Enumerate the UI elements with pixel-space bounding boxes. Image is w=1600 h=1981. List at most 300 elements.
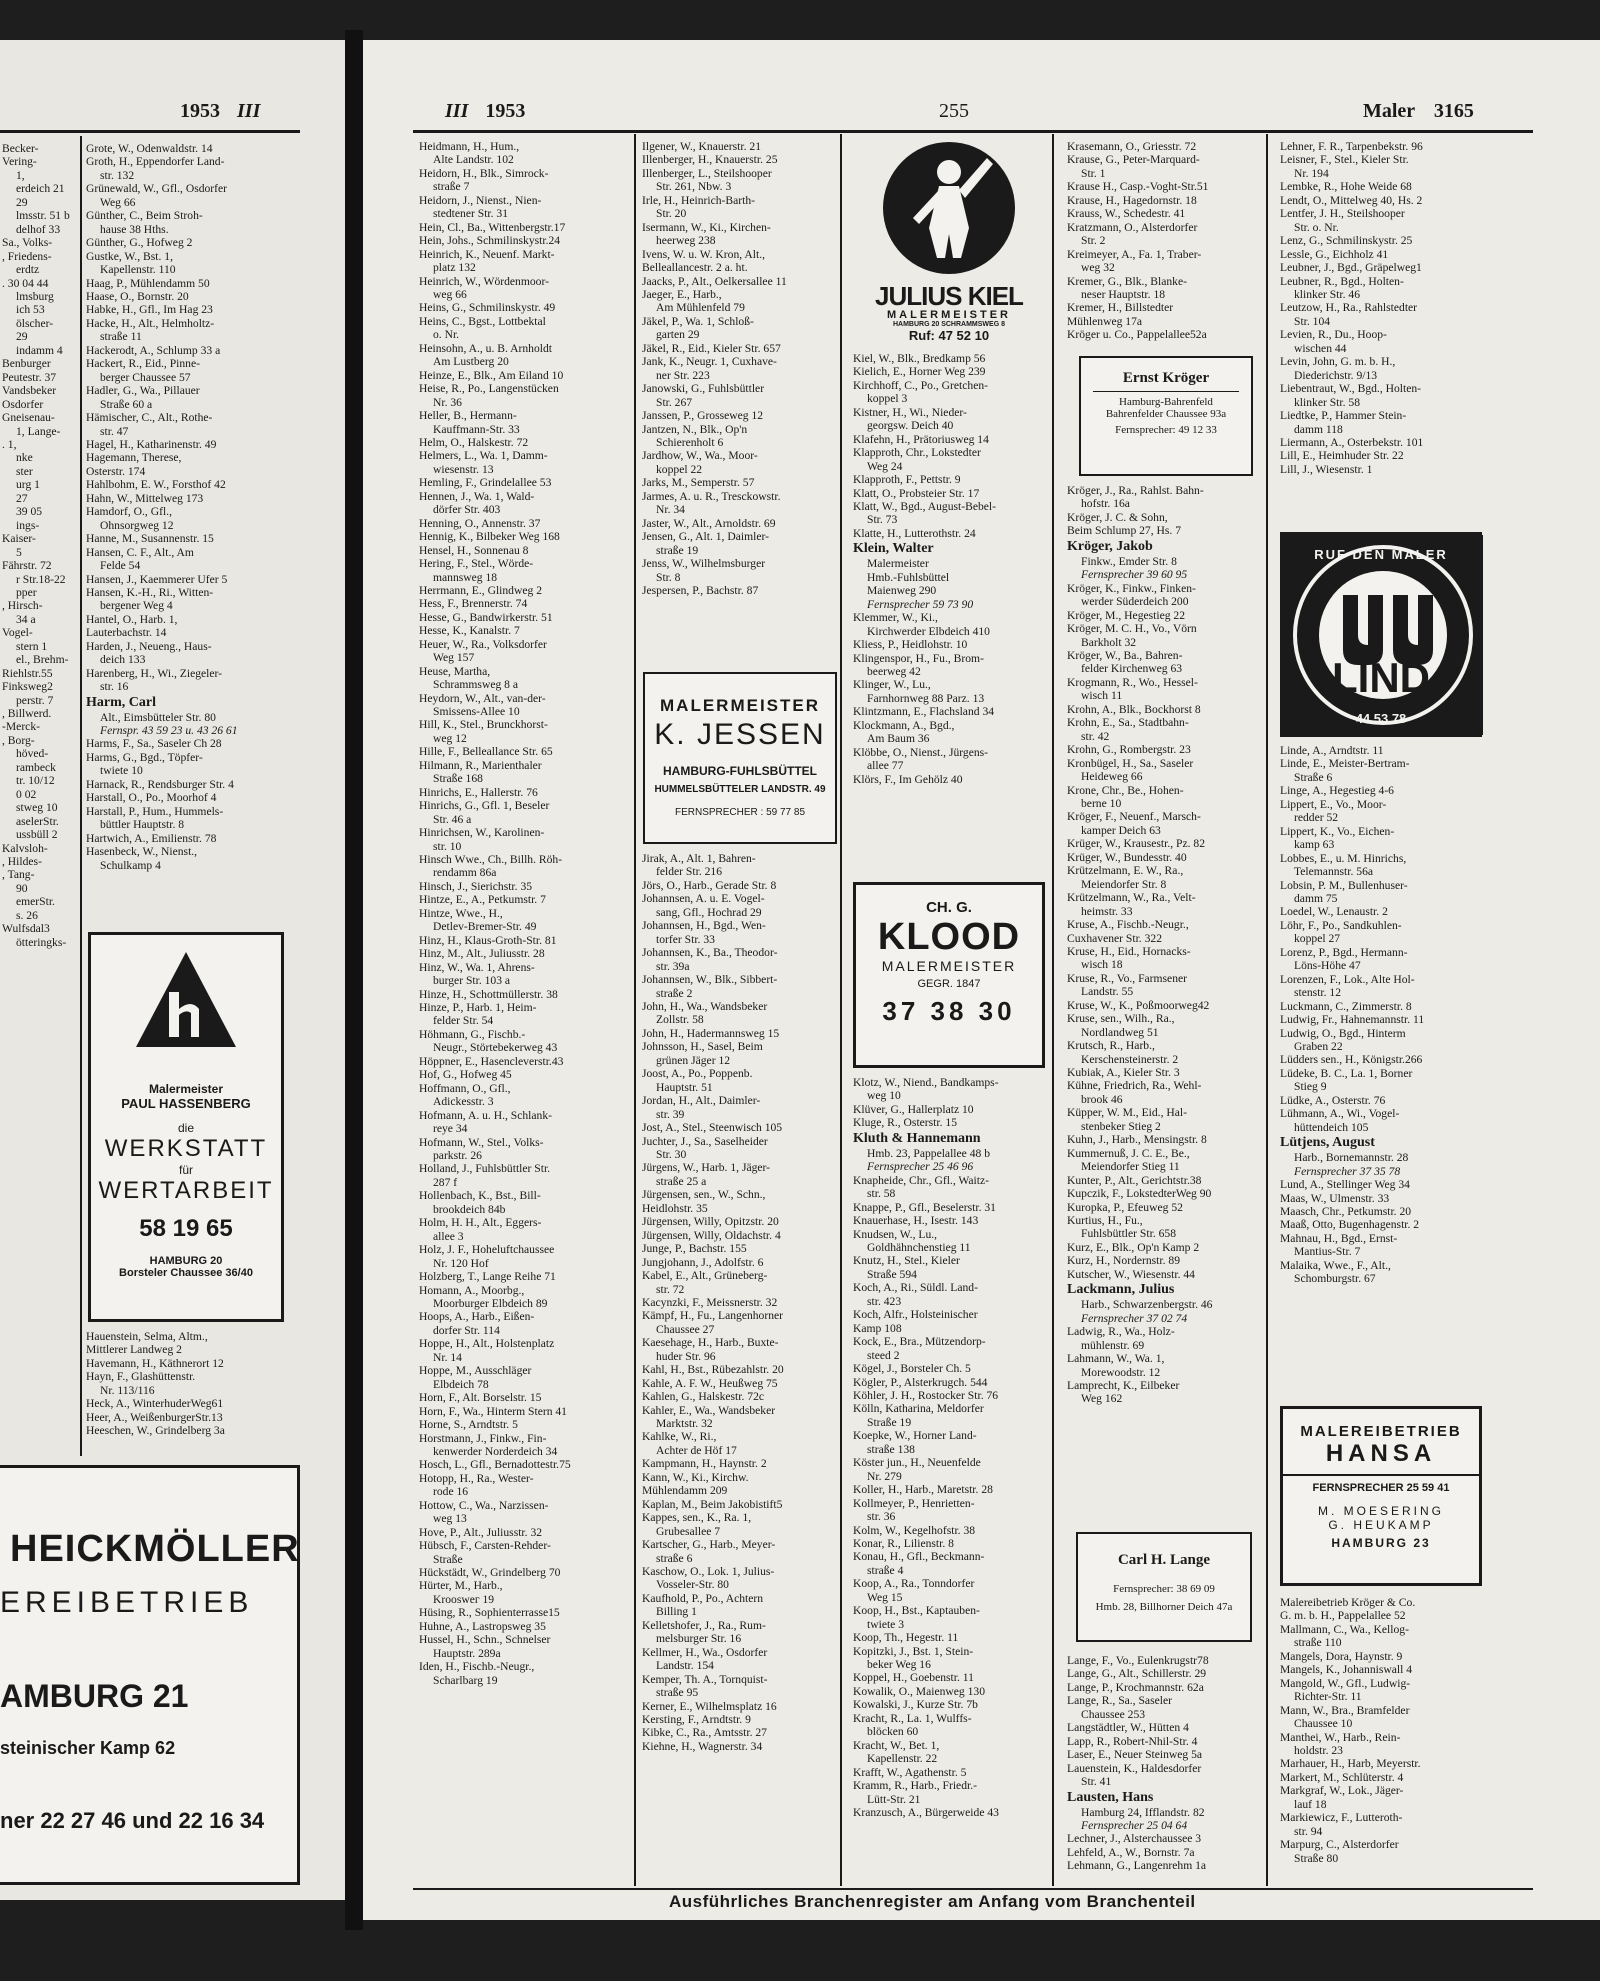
header-rule <box>413 130 1533 133</box>
directory-entry: Jenss, W., Wilhelmsburger <box>642 557 766 571</box>
directory-entry: Koppel, H., Goebenstr. 11 <box>853 1671 974 1685</box>
column-3-bottom <box>853 1076 1049 1886</box>
directory-entry: Irle, H., Heinrich-Barth- <box>642 193 755 207</box>
directory-entry: Kerner, E., Wilhelmsplatz 16 <box>642 1699 777 1713</box>
directory-entry: Kruse, sen., Wilh., Ra., <box>1067 1012 1175 1026</box>
directory-entry: Alt., Eimsbütteler Str. 80 <box>100 710 216 724</box>
directory-entry: hause 38 Hths. <box>100 222 169 236</box>
directory-entry: Markgraf, W., Lok., Jäger- <box>1280 1784 1404 1798</box>
directory-entry: Lühmann, A., Wi., Vogel- <box>1280 1107 1400 1121</box>
directory-entry: Hering, F., Stel., Wörde- <box>419 557 534 571</box>
directory-entry: Klotz, W., Niend., Bandkamps- <box>853 1076 999 1089</box>
directory-entry: Malaika, Wwe., F., Alt., <box>1280 1258 1391 1272</box>
directory-entry: büttler Hauptstr. 8 <box>100 818 185 832</box>
directory-entry: Achter de Höf 17 <box>656 1443 737 1457</box>
directory-entry: steed 2 <box>867 1348 900 1362</box>
directory-entry: Kubiak, A., Kieler Str. 3 <box>1067 1066 1180 1080</box>
directory-entry: Küpper, W. M., Eid., Hal- <box>1067 1106 1187 1120</box>
directory-entry: ster <box>16 464 33 478</box>
directory-entry: Straße <box>433 1552 463 1566</box>
directory-entry: damm 75 <box>1294 891 1338 905</box>
directory-entry: Jäkel, R., Eid., Kieler Str. 657 <box>642 341 781 355</box>
directory-entry: Ohnsorgweg 12 <box>100 518 174 532</box>
directory-entry: felder Str. 54 <box>433 1014 494 1028</box>
lind-number: 44 53 78 <box>1355 711 1407 726</box>
directory-entry: Scharlbarg 19 <box>433 1673 498 1687</box>
directory-entry: Kamp 108 <box>853 1321 902 1335</box>
directory-entry: Marktstr. 32 <box>656 1417 713 1431</box>
directory-entry: Harstall, P., Hum., Hummels- <box>86 804 224 818</box>
directory-entry: Helmers, L., Wa. 1, Damm- <box>419 449 548 463</box>
directory-entry: straße 7 <box>433 180 470 194</box>
directory-entry: Jirak, A., Alt. 1, Bahren- <box>642 852 756 865</box>
directory-entry: Harb., Schwarzenbergstr. 46 <box>1081 1298 1213 1312</box>
hassenberg-phone: 58 19 65 <box>139 1215 233 1242</box>
directory-entry: Nr. 194 <box>1294 166 1329 180</box>
directory-entry: Leubner, J., Bgd., Gräpelweg1 <box>1280 261 1422 275</box>
directory-entry: Lill, E., Heimhuder Str. 22 <box>1280 449 1404 463</box>
directory-entry: Marpurg, C., Alsterdorfer <box>1280 1838 1399 1852</box>
directory-entry: Maas, W., Ulmenstr. 33 <box>1280 1191 1390 1205</box>
hassenberg-wertarbeit: WERTARBEIT <box>98 1177 274 1204</box>
directory-entry: Linde, A., Arndtstr. 11 <box>1280 744 1384 757</box>
directory-entry: Fernsprecher 39 60 95 <box>1081 568 1188 582</box>
directory-entry: Weg 162 <box>1081 1392 1123 1406</box>
directory-entry: Hanne, M., Susannenstr. 15 <box>86 532 214 546</box>
directory-entry: erdtz <box>16 263 40 277</box>
directory-entry: Maienweg 290 <box>867 584 937 598</box>
directory-entry: twiete 10 <box>100 764 143 778</box>
directory-entry: Kröger, Jakob <box>1067 538 1153 554</box>
directory-entry: Lüdders sen., H., Königstr.266 <box>1280 1053 1423 1067</box>
directory-entry: Jürgensen, Willy, Opitzstr. 20 <box>642 1215 779 1229</box>
directory-entry: Str. 8 <box>656 570 681 584</box>
directory-entry: tr. 10/12 <box>16 774 55 788</box>
directory-entry: Krüger, W., Bundesstr. 40 <box>1067 850 1187 864</box>
directory-entry: Hill, K., Stel., Brunckhorst- <box>419 718 548 732</box>
directory-entry: höved- <box>16 747 49 761</box>
directory-entry: Hove, P., Alt., Juliusstr. 32 <box>419 1525 543 1539</box>
directory-entry: ich 53 <box>16 303 45 317</box>
directory-entry: Kölln, Katharina, Meldorfer <box>853 1402 984 1416</box>
directory-entry: Gneisenau- <box>2 411 55 425</box>
directory-entry: wisch 18 <box>1081 958 1123 972</box>
directory-entry: Am Mühlenfeld 79 <box>656 301 745 315</box>
directory-entry: Harden, J., Neueng., Haus- <box>86 639 212 653</box>
directory-entry: Chaussee 10 <box>1294 1717 1353 1731</box>
directory-entry: Kruse, A., Fischb.-Neugr., <box>1067 918 1189 932</box>
directory-entry: felder Str. 216 <box>656 865 723 879</box>
directory-entry: Koop, Th., Hegestr. 11 <box>853 1631 959 1645</box>
directory-entry: Langstädtler, W., Hütten 4 <box>1067 1721 1189 1735</box>
kiel-phone: Ruf: 47 52 10 <box>908 328 990 343</box>
directory-entry: Nr. 279 <box>867 1469 902 1483</box>
directory-entry: Heise, R., Po., Langenstücken <box>419 382 559 396</box>
directory-entry: Str. 41 <box>1081 1775 1112 1789</box>
directory-entry: Am Lustberg 20 <box>433 355 509 369</box>
directory-entry: Kaplan, M., Beim Jakobistift5 <box>642 1497 783 1511</box>
hansa-owner2: G. HEUKAMP <box>1328 1518 1434 1532</box>
directory-entry: Heidorn, H., Blk., Simrock- <box>419 166 549 180</box>
directory-entry: Kluge, R., Osterstr. 15 <box>853 1116 958 1130</box>
klood-ad <box>853 882 1045 1068</box>
directory-entry: Klockmann, A., Bgd., <box>853 718 955 732</box>
directory-entry: Heuer, W., Ra., Volksdorfer <box>419 637 547 651</box>
directory-entry: Kracht, R., La. 1, Wulffs- <box>853 1711 972 1725</box>
directory-entry: Heck, A., WinterhuderWeg61 <box>86 1397 224 1411</box>
directory-entry: Mann, W., Bra., Bramfelder <box>1280 1703 1410 1717</box>
directory-entry: Schulkamp 4 <box>100 858 161 872</box>
directory-entry: Linge, A., Hegestieg 4-6 <box>1280 784 1394 798</box>
directory-entry: Schrammsweg 8 a <box>433 678 519 692</box>
directory-entry: bergener Weg 4 <box>100 599 173 613</box>
directory-entry: Klemmer, W., Ki., <box>853 611 938 625</box>
directory-entry: Billing 1 <box>656 1605 697 1619</box>
directory-entry: straße 11 <box>100 330 142 344</box>
directory-entry: Holm, H. H., Alt., Eggers- <box>419 1216 542 1230</box>
column-2-bottom <box>642 852 838 1887</box>
directory-entry: Hottow, C., Wa., Narzissen- <box>419 1498 549 1512</box>
directory-entry: Lange, G., Alt., Schillerstr. 29 <box>1067 1667 1207 1681</box>
directory-entry: Kröger, W., Ba., Bahren- <box>1067 648 1183 662</box>
directory-entry: Mahnau, H., Bgd., Ernst- <box>1280 1231 1398 1245</box>
directory-entry: Krutsch, R., Harb., <box>1067 1039 1155 1053</box>
directory-entry: Jaacks, P., Alt., Oelkersallee 11 <box>642 274 787 288</box>
directory-entry: Chaussee 27 <box>656 1322 715 1336</box>
directory-entry: damm 118 <box>1294 422 1343 436</box>
directory-entry: Harms, F., Sa., Saseler Ch 28 <box>86 737 222 751</box>
directory-entry: Benburger <box>2 357 51 371</box>
directory-entry: Koepke, W., Horner Land- <box>853 1429 977 1443</box>
klood-founded: GEGR. 1847 <box>917 978 981 990</box>
directory-entry: Illenberger, L., Steilshooper <box>642 166 772 180</box>
directory-entry: Köhler, J. H., Rostocker Str. 76 <box>853 1388 999 1402</box>
directory-entry: Lobbes, E., u. M. Hinrichs, <box>1280 851 1407 865</box>
directory-entry: Harm, Carl <box>86 694 156 710</box>
directory-entry: koppel 27 <box>1294 932 1341 946</box>
directory-entry: Holland, J., Fuhlsbüttler Str. <box>419 1162 551 1176</box>
directory-entry: Jaeger, E., Harb., <box>642 287 722 301</box>
directory-entry: Lüdeke, B. C., La. 1, Borner <box>1280 1066 1413 1080</box>
directory-entry: Straße 60 a <box>100 397 153 411</box>
kroeger-name: Ernst Kröger <box>1093 370 1239 392</box>
directory-entry: Lembke, R., Hohe Weide 68 <box>1280 180 1412 194</box>
directory-entry: Kröger, M. C. H., Vo., Vörn <box>1067 622 1197 636</box>
directory-entry: weg 10 <box>867 1089 901 1103</box>
directory-entry: Konau, H., Gfl., Beckmann- <box>853 1550 985 1564</box>
directory-entry: Haag, P., Mühlendamm 50 <box>86 276 210 290</box>
hansa-owner1: M. MOESERING <box>1317 1504 1444 1518</box>
directory-entry: Maasch, Chr., Petkumstr. 20 <box>1280 1204 1412 1218</box>
directory-entry: Heidlohstr. 35 <box>642 1201 708 1215</box>
directory-entry: Krüger, W., Krausestr., Pz. 82 <box>1067 837 1205 851</box>
directory-entry: Klatt, O., Probsteier Str. 17 <box>853 486 980 500</box>
directory-entry: Str. 30 <box>656 1147 687 1161</box>
directory-entry: 1, <box>16 168 25 182</box>
directory-entry: Hemling, F., Grindelallee 53 <box>419 476 552 490</box>
directory-entry: 5 <box>16 545 22 559</box>
heickmoller-phone: ner 22 27 46 und 22 16 34 <box>0 1808 265 1833</box>
directory-entry: Lütjens, August <box>1280 1135 1375 1151</box>
column-divider <box>634 134 636 1886</box>
directory-entry: Lenz, G., Schmilinskystr. 25 <box>1280 234 1413 248</box>
directory-entry: huder Str. 96 <box>656 1349 716 1363</box>
directory-entry: Kappes, sen., K., Ra. 1, <box>642 1511 752 1525</box>
directory-entry: Barkholt 32 <box>1081 635 1137 649</box>
directory-entry: emerStr. <box>16 895 55 909</box>
directory-entry: Jungjohann, J., Adolfstr. 6 <box>642 1255 764 1269</box>
directory-entry: Mühlenweg 17a <box>1067 314 1143 328</box>
directory-entry: Maaß, Otto, Bugenhagenstr. 2 <box>1280 1218 1420 1232</box>
directory-entry: Kröger, M., Hegestieg 22 <box>1067 608 1186 622</box>
directory-entry: werder Süderdeich 200 <box>1081 595 1189 609</box>
column-divider <box>1266 134 1268 1886</box>
directory-entry: Krause, G., Peter-Marquard- <box>1067 153 1200 167</box>
directory-entry: Kupczik, F., LokstedterWeg 90 <box>1067 1187 1212 1201</box>
directory-entry: Heinrich, K., Neuenf. Markt- <box>419 247 555 261</box>
directory-entry: wisch 11 <box>1081 689 1123 703</box>
directory-entry: Hoffmann, O., Gfl., <box>419 1081 511 1095</box>
column-3-top <box>853 352 1049 882</box>
directory-entry: Kacynzki, F., Meissnerstr. 32 <box>642 1295 778 1309</box>
directory-entry: Hofmann, A. u. H., Schlank- <box>419 1108 552 1122</box>
directory-entry: Kistner, H., Wi., Nieder- <box>853 405 967 419</box>
directory-entry: Kiehne, H., Wagnerstr. 34 <box>642 1739 763 1753</box>
directory-entry: Illenberger, H., Knauerstr. 25 <box>642 153 778 167</box>
directory-entry: Kartscher, G., Harb., Meyer- <box>642 1538 776 1552</box>
directory-entry: Kampmann, H., Haynstr. 2 <box>642 1457 767 1471</box>
directory-entry: Lehner, F. R., Tarpenbekstr. 96 <box>1280 140 1423 153</box>
directory-entry: Junge, P., Bachstr. 155 <box>642 1242 747 1256</box>
directory-entry: Jarks, M., Semperstr. 57 <box>642 476 755 490</box>
klood-role: MALERMEISTER <box>881 958 1017 974</box>
directory-entry: berger Chaussee 57 <box>100 370 191 384</box>
directory-entry: grünen Jäger 12 <box>656 1053 731 1067</box>
directory-entry: Koop, H., Bst., Kaptauben- <box>853 1604 980 1618</box>
directory-entry: Johannsen, A. u. E. Vogel- <box>642 892 765 906</box>
directory-entry: Str. o. Nr. <box>1294 220 1339 234</box>
directory-entry: Jardhow, W., Wa., Moor- <box>642 449 758 463</box>
directory-entry: Goldhähnchenstieg 11 <box>867 1240 971 1254</box>
directory-entry: Alte Landstr. 102 <box>433 153 514 167</box>
directory-entry: Hotopp, H., Ra., Wester- <box>419 1471 534 1485</box>
directory-entry: Hübsch, F., Carsten-Rehder- <box>419 1539 551 1553</box>
lange-name: Carl H. Lange <box>1117 1552 1211 1568</box>
directory-entry: Landstr. 154 <box>656 1659 714 1673</box>
directory-entry: delhof 33 <box>16 222 61 236</box>
directory-entry: Knappe, P., Gfl., Beselerstr. 31 <box>853 1200 996 1214</box>
directory-entry: Mangels, K., Johanniswall 4 <box>1280 1663 1413 1677</box>
directory-entry: Leutzow, H., Ra., Rahlstedter <box>1280 301 1418 315</box>
directory-entry: hofstr. 16a <box>1081 497 1130 511</box>
directory-entry: Haase, O., Bornstr. 20 <box>86 289 189 303</box>
kroeger-city: Hamburg-Bahrenfeld <box>1119 396 1213 408</box>
directory-entry: Hoppe, H., Alt., Holstenplatz <box>419 1337 555 1351</box>
directory-entry: Hmb.-Fuhlsbüttel <box>867 570 950 584</box>
directory-entry: Groth, H., Eppendorfer Land- <box>86 155 225 169</box>
directory-entry: koppel 22 <box>656 462 703 476</box>
directory-entry: ings- <box>16 518 40 532</box>
directory-entry: dörfer Str. 403 <box>433 503 501 517</box>
directory-entry: Lamprecht, K., Eilbeker <box>1067 1379 1180 1392</box>
directory-entry: Hüsing, R., Sophienterrasse15 <box>419 1606 560 1620</box>
directory-entry: str. 58 <box>867 1187 896 1201</box>
directory-entry: Mangold, W., Gfl., Ludwig- <box>1280 1676 1411 1690</box>
directory-entry: Heer, A., WeißenburgerStr.13 <box>86 1410 223 1424</box>
directory-entry: Hosch, L., Gfl., Bernadottestr.75 <box>419 1458 571 1472</box>
directory-entry: weg 12 <box>433 731 467 745</box>
directory-entry: Isermann, W., Ki., Kirchen- <box>642 220 771 234</box>
column-1 <box>419 140 631 1885</box>
lange-phone: Fernsprecher: 38 69 09 <box>1113 1583 1215 1595</box>
directory-entry: mühlenstr. 69 <box>1081 1338 1145 1352</box>
directory-entry: Johnsson, H., Sasel, Beim <box>642 1040 763 1054</box>
directory-entry: Hansen, C. F., Alt., Am <box>86 545 194 559</box>
directory-entry: Heydorn, W., Alt., van-der- <box>419 691 546 705</box>
klood-initials: CH. G. <box>926 899 972 916</box>
directory-entry: Günther, G., Hofweg 2 <box>86 236 193 250</box>
directory-entry: Hilmann, R., Marienthaler <box>419 758 542 772</box>
directory-entry: Luckmann, C., Zimmerstr. 8 <box>1280 999 1412 1013</box>
directory-entry: Herrmann, E., Glindweg 2 <box>419 583 542 597</box>
lind-name: LIND <box>1332 654 1430 701</box>
directory-entry: Mittlerer Landweg 2 <box>86 1343 182 1357</box>
directory-entry: Kühne, Friedrich, Ra., Wehl- <box>1067 1079 1202 1093</box>
directory-entry: Klörs, F., Im Gehölz 40 <box>853 772 963 786</box>
directory-entry: Koch, Alfr., Holsteinischer <box>853 1308 978 1322</box>
column-divider <box>80 136 82 1456</box>
directory-entry: Kracht, W., Bet. 1, <box>853 1738 940 1752</box>
directory-entry: Kurtius, H., Fu., <box>1067 1214 1143 1228</box>
directory-entry: Hille, F., Belleallance Str. 65 <box>419 745 553 759</box>
directory-entry: John, H., Wa., Wandsbeker <box>642 999 768 1013</box>
column-4-bottom <box>1067 1654 1263 1889</box>
directory-entry: straße 19 <box>656 543 699 557</box>
directory-entry: Kruse, H., Eid., Hornacks- <box>1067 944 1191 958</box>
directory-entry: straße 95 <box>656 1686 699 1700</box>
directory-entry: Beim Schlump 27, Hs. 7 <box>1067 524 1182 538</box>
directory-entry: Vogel- <box>2 626 33 640</box>
directory-entry: Markert, M., Schlüterstr. 4 <box>1280 1770 1404 1784</box>
directory-entry: Knutz, H., Stel., Kieler <box>853 1254 960 1268</box>
directory-entry: ötteringks- <box>16 935 67 949</box>
directory-entry: Harenberg, H., Wi., Ziegeler- <box>86 666 223 680</box>
directory-entry: Schomburgstr. 67 <box>1294 1272 1376 1286</box>
directory-entry: Leubner, R., Bgd., Holten- <box>1280 274 1404 288</box>
klood-phone: 37 38 30 <box>882 996 1016 1026</box>
hassenberg-fuer: für <box>178 1163 193 1177</box>
directory-entry: Finksweg2 <box>2 680 53 694</box>
right-page <box>363 40 1600 1920</box>
directory-entry: Jensen, G., Alt. 1, Daimler- <box>642 530 769 544</box>
directory-entry: stenstr. 12 <box>1294 986 1342 1000</box>
directory-entry: str. 39a <box>656 959 690 973</box>
column-4-middle <box>1067 484 1263 1514</box>
directory-entry: lmsstr. 51 b <box>16 209 70 223</box>
jessen-name: K. JESSEN <box>654 718 826 751</box>
directory-entry: Johannsen, W., Blk., Sibbert- <box>642 973 778 987</box>
page-number: 255 <box>939 100 969 122</box>
heickmoller-line2: EREIBETRIEB <box>0 1586 254 1619</box>
directory-entry: Kramm, R., Harb., Friedr.- <box>853 1779 977 1793</box>
directory-entry: beerweg 42 <box>867 664 921 678</box>
directory-entry: Homann, A., Moorbg., <box>419 1283 525 1297</box>
lind-slogan: RUF DEN MALER <box>1314 547 1448 562</box>
directory-entry: Krasemann, O., Griesstr. 72 <box>1067 140 1197 153</box>
book-gutter <box>345 30 363 1930</box>
kroeger-street: Bahrenfelder Chaussee 93a <box>1105 408 1227 420</box>
directory-entry: Laser, E., Neuer Steinweg 5a <box>1067 1748 1203 1762</box>
section-title: Maler <box>1363 100 1415 122</box>
directory-entry: neser Hauptstr. 18 <box>1081 287 1166 301</box>
directory-entry: Heller, B., Hermann- <box>419 409 517 423</box>
directory-entry: Vering- <box>2 155 37 169</box>
directory-entry: Kremer, H., Billstedter <box>1067 301 1174 315</box>
directory-entry: Hürter, M., Harb., <box>419 1579 503 1593</box>
directory-entry: Str. 261, Nbw. 3 <box>656 180 732 194</box>
directory-entry: Lange, F., Vo., Eulenkrugstr78 <box>1067 1654 1209 1667</box>
directory-entry: Jaster, W., Alt., Arnoldstr. 69 <box>642 516 776 530</box>
directory-entry: Levien, R., Du., Hoop- <box>1280 328 1387 342</box>
directory-entry: Malermeister <box>867 557 929 571</box>
directory-entry: Lippert, E., Vo., Moor- <box>1280 797 1387 811</box>
directory-entry: Str. 267 <box>656 395 693 409</box>
directory-entry: allee 77 <box>867 759 904 773</box>
directory-entry: Heideweg 66 <box>1081 770 1143 784</box>
directory-entry: Str. 104 <box>1294 314 1331 328</box>
directory-entry: Kröger, J., Ra., Rahlst. Bahn- <box>1067 484 1204 497</box>
header-year: 1953 <box>180 100 220 122</box>
header-year: 1953 <box>485 100 526 122</box>
directory-entry: Straße 168 <box>433 772 483 786</box>
directory-entry: Kock, E., Bra., Mützendorp- <box>853 1335 986 1349</box>
directory-entry: Fernspr. 43 59 23 u. 43 26 61 <box>100 724 238 738</box>
directory-entry: Klöbbe, O., Nienst., Jürgens- <box>853 745 989 759</box>
directory-entry: heerweg 238 <box>656 234 716 248</box>
directory-entry: Lehmann, G., Langenrehm 1a <box>1067 1859 1207 1873</box>
directory-entry: Köster jun., H., Neuenfelde <box>853 1456 981 1470</box>
directory-entry: Kielich, E., Horner Weg 239 <box>853 365 986 379</box>
directory-entry: Janowski, G., Fuhlsbüttler <box>642 382 765 396</box>
directory-entry: Kuropka, P., Efeuweg 52 <box>1067 1200 1183 1214</box>
directory-entry: Heinsohn, A., u. B. Arnholdt <box>419 341 553 355</box>
directory-entry: Iden, H., Fischb.-Neugr., <box>419 1660 535 1674</box>
directory-entry: Horstmann, J., Finkw., Fin- <box>419 1431 547 1445</box>
directory-entry: Kaiser- <box>2 532 36 546</box>
directory-entry: Ladwig, R., Wa., Holz- <box>1067 1325 1175 1339</box>
directory-entry: Kronbügel, H., Sa., Saseler <box>1067 756 1194 770</box>
directory-entry: Weg 66 <box>100 195 136 209</box>
directory-entry: Fährstr. 72 <box>2 559 52 573</box>
directory-entry: Jordan, H., Alt., Daimler- <box>642 1094 761 1108</box>
directory-entry: rendamm 86a <box>433 866 497 880</box>
directory-entry: Hintze, E., A., Petkumstr. 7 <box>419 893 546 907</box>
directory-entry: Hauptstr. 51 <box>656 1080 713 1094</box>
directory-entry: Morewoodstr. 12 <box>1081 1365 1161 1379</box>
footer-rule <box>413 1888 1533 1890</box>
directory-entry: berne 10 <box>1081 796 1122 810</box>
footer-note: Ausführliches Branchenregister am Anfang vom Branchenteil <box>669 1892 1196 1911</box>
directory-entry: Hamdorf, O., Gfl., <box>86 505 172 519</box>
directory-entry: 1, Lange- <box>16 424 61 438</box>
directory-entry: twiete 3 <box>867 1617 905 1631</box>
house-logo-icon <box>131 947 241 1057</box>
directory-entry: Hoppe, M., Ausschläger <box>419 1364 532 1378</box>
directory-entry: ussbüll 2 <box>16 828 58 842</box>
directory-entry: str. 47 <box>100 424 129 438</box>
directory-entry: Levin, John, G. m. b. H., <box>1280 355 1396 369</box>
directory-entry: Krohn, E., Sa., Stadtbahn- <box>1067 716 1189 730</box>
